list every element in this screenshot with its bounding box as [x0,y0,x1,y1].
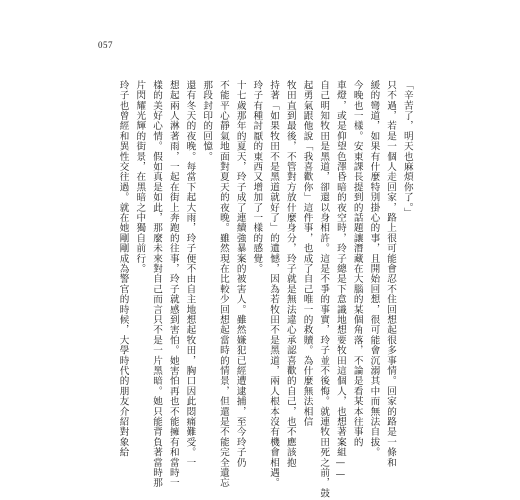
text-line: 片閃耀光輝的街景，在黑暗之中獨自前行。 [134,80,146,274]
text-line: 玲子也曾經和異性交往過。就在她剛剛成為警官的時候，大學時代的朋友介紹對象給 [117,80,129,458]
text-line: 樣的美好心情。假如真是如此，那麼未來對自己而言只不是一片黑暗。她只能背負著當時那 [151,80,163,488]
text-line: 今晚也一樣。安東課長提到的話題讓潛藏在大腦的某個角落，不論是看某本往事的 [351,80,363,448]
text-line: 玲子有種討厭的東西又增加了一樣的感覺。 [251,80,263,274]
text-line: 只不過，若是一個人走回家，路上很可能會忍不住回想起很多事情。回家的路是一條和 [385,80,397,468]
text-line: 那段封印的回憶。 [201,80,213,162]
text-line: 緩的彎道，如果有什麼特別掛心的事，且開始回想，很可能會沉溺其中而無法自拔。 [368,80,380,458]
text-line: 持著「如果牧田不是黑道就好了」的遺憾，因為若牧田不是黑道，兩人根本沒有機會相遇。 [268,80,280,488]
text-line: 不能平心靜氣地面對夏天的夜晚。雖然現在比較少回想起當時的情景，但還是不能完全遺忘 [217,80,229,488]
text-line: 想起兩人淋著雨，一起在街上奔跑的往事，玲子就感到害怕。她害怕再也不能擁有和當時一 [167,80,179,488]
text-line: 自己明知牧田是黑道，卻還以身相許。這是不爭的事實，玲子並不後悔。就連牧田死之前，鼓 [318,80,330,499]
text-line: 十七歲那年的夏天，玲子成了連續強暴案的被害人。雖然嫌犯已經遭逮捕，至今玲子仍 [234,80,246,468]
text-line: 起勇氣跟他說「我喜歡你」這件事，也成了自己唯一的救贖。為什麼無法相信 [301,80,313,427]
text-line: 車燈，或是仰望色澤昏暗的夜空時，玲子總是下意識地想要牧田這個人，也想著案組—— [334,80,346,481]
text-line: 「辛苦了，明天也麻煩你了。」 [401,80,413,218]
text-line: 還有冬天的夜晚。每當下起大雨，玲子便不由自主地想起牧田，胸口因此悶痛難受。一 [184,80,196,468]
text-line: 牧田直到最後，不管對方放什麼身分，玲子就是無法違心承認喜歡的自己，也不應該抱 [284,80,296,468]
page-number: 057 [98,40,113,50]
body-text [117,80,413,499]
